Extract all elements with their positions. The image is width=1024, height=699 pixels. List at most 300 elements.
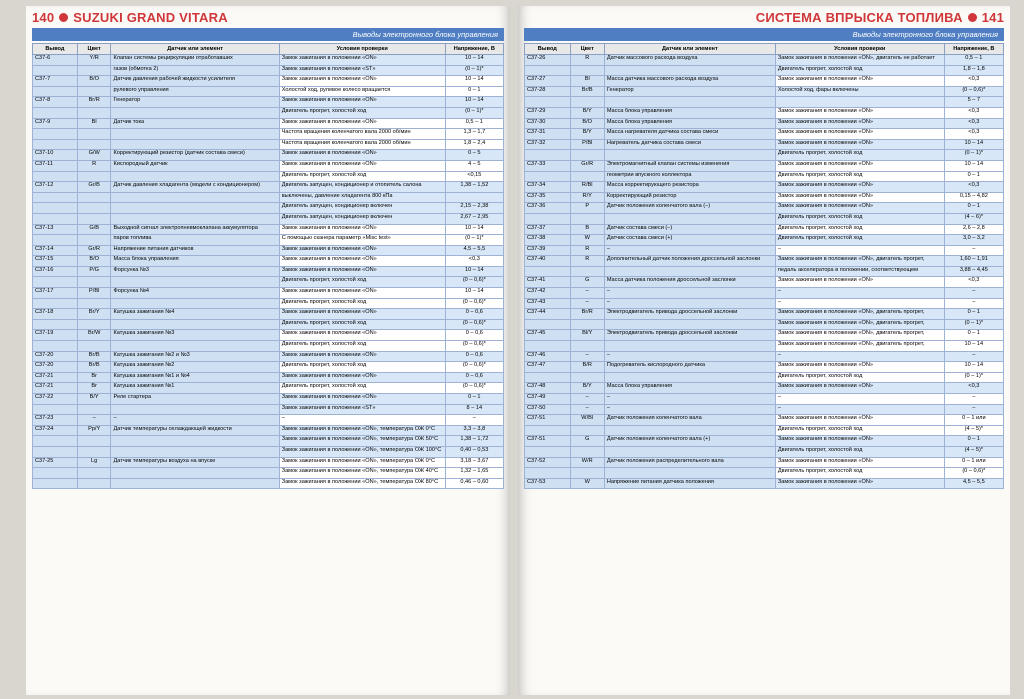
condition-cell: Замок зажигания в положении «ON», температура ОЖ 50°C <box>279 436 445 447</box>
table-row <box>525 160 1004 171</box>
pin-cell: C37-17 <box>33 288 78 299</box>
bullet-icon <box>968 13 977 22</box>
voltage-cell: 0 – 5 <box>445 150 503 161</box>
pin-cell: C37-33 <box>525 160 571 171</box>
pin-cell <box>33 65 78 76</box>
condition-cell: Двигатель запущен, кондиционер включен <box>279 213 445 224</box>
table-row <box>33 107 504 118</box>
pin-cell <box>525 425 571 436</box>
sensor-cell <box>111 298 279 309</box>
pin-cell <box>33 213 78 224</box>
table-row <box>525 76 1004 87</box>
wire-color-cell: – <box>570 288 604 299</box>
voltage-cell: 0 – 0,6 <box>445 372 503 383</box>
wire-color-cell <box>77 129 111 140</box>
sensor-cell: Катушка зажигания №1 и №4 <box>111 372 279 383</box>
sensor-cell: Датчик давления рабочей жидкости усилителя <box>111 76 279 87</box>
sensor-cell: паров топлива <box>111 235 279 246</box>
voltage-cell: 0 – 0,6 <box>445 351 503 362</box>
pin-cell: C37-20 <box>33 351 78 362</box>
voltage-cell: 2,67 – 2,95 <box>445 213 503 224</box>
condition-cell: Замок зажигания в положении «ON» <box>279 76 445 87</box>
left-page <box>26 6 510 695</box>
pin-cell: C37-45 <box>525 330 571 341</box>
condition-cell: Замок зажигания в положении «ON», двигатель прогрет, <box>775 309 944 320</box>
condition-cell: Замок зажигания в положении «ON», температура ОЖ 40°C <box>279 468 445 479</box>
wire-color-cell <box>570 372 604 383</box>
pin-cell <box>33 203 78 214</box>
voltage-cell: 0,5 – 1 <box>445 118 503 129</box>
pin-cell: C37-27 <box>525 76 571 87</box>
table-row <box>525 309 1004 320</box>
pin-cell: C37-31 <box>525 129 571 140</box>
table-row <box>525 298 1004 309</box>
sensor-cell: Электромагнитный клапан системы изменения <box>604 160 775 171</box>
pin-cell: C37-10 <box>33 150 78 161</box>
table-row <box>525 468 1004 479</box>
pin-cell: C37-18 <box>33 309 78 320</box>
wire-color-cell <box>570 150 604 161</box>
condition-cell: – <box>775 288 944 299</box>
wire-color-cell: R <box>570 245 604 256</box>
table-row <box>33 478 504 489</box>
pin-cell <box>33 107 78 118</box>
sensor-cell: рулевого управления <box>111 86 279 97</box>
sensor-cell: Катушка зажигания №2 <box>111 362 279 373</box>
condition-cell: Замок зажигания в положении «ON» <box>775 129 944 140</box>
table-row <box>525 319 1004 330</box>
wire-color-cell: G <box>570 277 604 288</box>
sensor-cell: Кислородный датчик <box>111 160 279 171</box>
wire-color-cell <box>77 446 111 457</box>
table-row <box>33 86 504 97</box>
pin-cell: C37-13 <box>33 224 78 235</box>
table-row <box>33 245 504 256</box>
wire-color-cell: Y/R <box>77 55 111 66</box>
voltage-cell: 10 – 14 <box>445 55 503 66</box>
condition-cell: Замок зажигания в положении «ON», температура ОЖ 80°C <box>279 478 445 489</box>
condition-cell: Двигатель прогрет, холостой ход <box>775 224 944 235</box>
voltage-cell: 10 – 14 <box>445 97 503 108</box>
condition-cell: Замок зажигания в положении «ON», двигатель не работает <box>775 55 944 66</box>
condition-cell: Замок зажигания в положении «ON» <box>279 224 445 235</box>
condition-cell: Замок зажигания в положении «ON» <box>775 415 944 426</box>
wire-color-cell: B/Y <box>570 107 604 118</box>
pin-cell <box>33 446 78 457</box>
wire-color-cell <box>570 65 604 76</box>
pin-cell: C37-20 <box>33 362 78 373</box>
condition-cell: Двигатель прогрет, холостой ход <box>775 372 944 383</box>
wire-color-cell: B/Y <box>570 129 604 140</box>
voltage-cell: – <box>944 404 1003 415</box>
voltage-cell: (4 – 5)* <box>944 425 1003 436</box>
condition-cell: Замок зажигания в положении «ON», температура ОЖ 0°C <box>279 425 445 436</box>
pin-cell: C37-52 <box>525 457 571 468</box>
table-row <box>33 277 504 288</box>
voltage-cell: 1,60 – 1,91 <box>944 256 1003 267</box>
table-row <box>525 341 1004 352</box>
condition-cell: Замок зажигания в положении «ST» <box>279 65 445 76</box>
sensor-cell: Клапан системы рециркуляции отработавших <box>111 55 279 66</box>
pinout-table-left <box>32 43 504 489</box>
right-page <box>518 6 1010 695</box>
sensor-cell <box>111 404 279 415</box>
pin-cell <box>33 319 78 330</box>
wire-color-cell: B/Y <box>570 383 604 394</box>
table-row <box>525 277 1004 288</box>
condition-cell: Двигатель прогрет, холостой ход <box>279 341 445 352</box>
sensor-cell <box>604 319 775 330</box>
voltage-cell: 10 – 14 <box>445 288 503 299</box>
voltage-cell: <0,3 <box>944 107 1003 118</box>
sensor-cell: Реле стартера <box>111 394 279 405</box>
condition-cell: – <box>775 394 944 405</box>
table-row <box>33 415 504 426</box>
condition-cell: Замок зажигания в положении «ON», температура ОЖ 0°C <box>279 457 445 468</box>
pin-cell: C37-44 <box>525 309 571 320</box>
pin-cell: C37-7 <box>33 76 78 87</box>
pin-cell: C37-23 <box>33 415 78 426</box>
condition-cell: – <box>775 245 944 256</box>
sensor-cell: Масса датчика положения дроссельной заслонки <box>604 277 775 288</box>
sensor-cell: – <box>604 404 775 415</box>
sensor-cell: Генератор <box>604 86 775 97</box>
condition-cell: Двигатель прогрет, холостой ход <box>775 65 944 76</box>
table-row <box>525 86 1004 97</box>
table-row <box>33 372 504 383</box>
condition-cell: Замок зажигания в положении «ON» <box>775 478 944 489</box>
pin-cell <box>33 192 78 203</box>
sensor-cell: Датчик давления хладагента (модели с кондиционером) <box>111 182 279 193</box>
pin-cell: C37-16 <box>33 266 78 277</box>
table-row <box>525 457 1004 468</box>
voltage-cell: (0 – 0,6)* <box>944 468 1003 479</box>
condition-cell: Замок зажигания в положении «ON», двигатель прогрет, <box>775 330 944 341</box>
condition-cell: Замок зажигания в положении «ON» <box>775 182 944 193</box>
table-row <box>525 404 1004 415</box>
table-row <box>33 468 504 479</box>
voltage-cell: <0,3 <box>944 118 1003 129</box>
table-row <box>33 266 504 277</box>
voltage-cell: 1,38 – 1,52 <box>445 182 503 193</box>
condition-cell: Двигатель прогрет, холостой ход <box>775 235 944 246</box>
condition-cell: Холостой ход, рулевое колесо вращается <box>279 86 445 97</box>
table-row <box>525 425 1004 436</box>
voltage-cell: (4 – 6)* <box>944 213 1003 224</box>
table-row <box>525 436 1004 447</box>
sensor-cell <box>111 192 279 203</box>
condition-cell: выключены, давление хладагента 800 кПа <box>279 192 445 203</box>
table-row <box>33 404 504 415</box>
voltage-cell: 1,38 – 1,72 <box>445 436 503 447</box>
condition-cell: Замок зажигания в положении «ON» <box>775 383 944 394</box>
pin-cell: C37-39 <box>525 245 571 256</box>
sensor-cell: – <box>604 298 775 309</box>
wire-color-cell: Br <box>77 372 111 383</box>
table-row <box>33 256 504 267</box>
voltage-cell: <0,3 <box>944 129 1003 140</box>
column-header: Цвет <box>570 44 604 55</box>
page-number: 141 <box>981 9 1004 25</box>
pin-cell: C37-47 <box>525 362 571 373</box>
pin-cell: C37-48 <box>525 383 571 394</box>
sensor-cell <box>111 436 279 447</box>
voltage-cell: 0 – 1 <box>944 436 1003 447</box>
pin-cell: C37-19 <box>33 330 78 341</box>
wire-color-cell: Br <box>77 383 111 394</box>
table-row <box>33 224 504 235</box>
sensor-cell: Датчик положения коленчатого вала (–) <box>604 203 775 214</box>
wire-color-cell <box>77 213 111 224</box>
voltage-cell: 10 – 14 <box>445 224 503 235</box>
condition-cell: Двигатель прогрет, холостой ход <box>775 150 944 161</box>
table-row <box>525 351 1004 362</box>
voltage-cell: 3,3 – 3,8 <box>445 425 503 436</box>
book-title: SUZUKI GRAND VITARA <box>73 9 228 25</box>
condition-cell: Замок зажигания в положении «ON» <box>279 150 445 161</box>
sensor-cell <box>604 372 775 383</box>
sensor-cell: Напряжение питания датчика положения <box>604 478 775 489</box>
sensor-cell <box>111 319 279 330</box>
condition-cell: Замок зажигания в положении «ON», двигатель прогрет, <box>775 341 944 352</box>
condition-cell <box>775 97 944 108</box>
wire-color-cell: Gr/R <box>77 245 111 256</box>
voltage-cell: 10 – 14 <box>445 266 503 277</box>
pin-cell: C37-42 <box>525 288 571 299</box>
wire-color-cell: B/O <box>570 118 604 129</box>
wire-color-cell: R <box>77 160 111 171</box>
wire-color-cell: – <box>77 415 111 426</box>
voltage-cell: (4 – 5)* <box>944 446 1003 457</box>
condition-cell: Замок зажигания в положении «ON» <box>279 266 445 277</box>
wire-color-cell <box>77 171 111 182</box>
table-row <box>33 330 504 341</box>
wire-color-cell: R <box>570 55 604 66</box>
condition-cell: Замок зажигания в положении «ON» <box>279 160 445 171</box>
wire-color-cell: G/B <box>77 224 111 235</box>
sensor-cell: Масса блока управления <box>604 383 775 394</box>
table-row <box>525 107 1004 118</box>
wire-color-cell <box>77 404 111 415</box>
sensor-cell <box>604 65 775 76</box>
wire-color-cell: Lg <box>77 457 111 468</box>
wire-color-cell: Bl <box>570 76 604 87</box>
pin-cell: C37-12 <box>33 182 78 193</box>
voltage-cell: 0 – 1 или <box>944 415 1003 426</box>
table-row <box>33 160 504 171</box>
table-row <box>525 55 1004 66</box>
condition-cell: Замок зажигания в положении «ST» <box>279 404 445 415</box>
pin-cell: C37-26 <box>525 55 571 66</box>
wire-color-cell: Bl/Y <box>570 330 604 341</box>
condition-cell: Замок зажигания в положении «ON» <box>279 330 445 341</box>
voltage-cell: (0 – 1)* <box>445 107 503 118</box>
table-row <box>33 182 504 193</box>
right-page-header <box>518 6 1010 28</box>
voltage-cell: (0 – 1)* <box>445 65 503 76</box>
wire-color-cell: P/G <box>77 266 111 277</box>
condition-cell: Замок зажигания в положении «ON» <box>279 394 445 405</box>
condition-cell: педаль акселератора в положении, соответствующем <box>775 266 944 277</box>
column-header: Вывод <box>525 44 571 55</box>
wire-color-cell <box>77 341 111 352</box>
bullet-icon <box>59 13 68 22</box>
condition-cell: Двигатель прогрет, холостой ход <box>775 468 944 479</box>
pin-cell <box>525 319 571 330</box>
condition-cell: Замок зажигания в положении «ON» <box>775 436 944 447</box>
voltage-cell: 10 – 14 <box>944 341 1003 352</box>
voltage-cell: 0 – 1 <box>445 394 503 405</box>
condition-cell: Замок зажигания в положении «ON» <box>279 256 445 267</box>
voltage-cell: (0 – 1)* <box>944 319 1003 330</box>
pin-cell: C37-30 <box>525 118 571 129</box>
wire-color-cell: W/Bl <box>570 415 604 426</box>
condition-cell: Двигатель прогрет, холостой ход <box>279 383 445 394</box>
pin-cell: C37-37 <box>525 224 571 235</box>
wire-color-cell: Br/Y <box>77 309 111 320</box>
pin-cell: C37-35 <box>525 192 571 203</box>
wire-color-cell: – <box>570 394 604 405</box>
condition-cell: С помощью сканера параметр «Misc test» <box>279 235 445 246</box>
wire-color-cell: P/Bl <box>570 139 604 150</box>
condition-cell: Замок зажигания в положении «ON» <box>775 203 944 214</box>
table-row <box>33 446 504 457</box>
section-band: Выводы электронного блока управления <box>32 28 504 41</box>
sensor-cell: Датчик положения коленчатого вала (+) <box>604 436 775 447</box>
table-row <box>33 192 504 203</box>
sensor-cell: Корректирующий резистор <box>604 192 775 203</box>
table-row <box>33 129 504 140</box>
wire-color-cell <box>570 266 604 277</box>
sensor-cell <box>111 171 279 182</box>
pin-cell: C37-25 <box>33 457 78 468</box>
table-row <box>33 288 504 299</box>
table-row <box>33 298 504 309</box>
table-row <box>33 139 504 150</box>
pin-cell <box>33 436 78 447</box>
wire-color-cell <box>77 139 111 150</box>
wire-color-cell <box>570 468 604 479</box>
wire-color-cell: R/Bl <box>570 182 604 193</box>
condition-cell: Двигатель запущен, кондиционер включен <box>279 203 445 214</box>
voltage-cell: 3,0 – 3,2 <box>944 235 1003 246</box>
pin-cell: C37-24 <box>33 425 78 436</box>
wire-color-cell: Gr/R <box>570 160 604 171</box>
pin-cell: C37-36 <box>525 203 571 214</box>
voltage-cell: <0,15 <box>445 171 503 182</box>
sensor-cell: геометрии впускного коллектора <box>604 171 775 182</box>
voltage-cell: – <box>944 394 1003 405</box>
column-header: Цвет <box>77 44 111 55</box>
wire-color-cell <box>77 65 111 76</box>
sensor-cell: – <box>604 394 775 405</box>
sensor-cell <box>604 213 775 224</box>
pin-cell: C37-38 <box>525 235 571 246</box>
sensor-cell: Напряжение питания датчиков <box>111 245 279 256</box>
condition-cell: Замок зажигания в положении «ON» <box>279 372 445 383</box>
table-row <box>525 478 1004 489</box>
voltage-cell: 0 – 0,6 <box>445 330 503 341</box>
pin-cell <box>33 129 78 140</box>
table-row <box>525 139 1004 150</box>
condition-cell: Частота вращения коленчатого вала 2000 об/мин <box>279 139 445 150</box>
voltage-cell: – <box>944 298 1003 309</box>
table-row <box>33 351 504 362</box>
sensor-cell <box>111 203 279 214</box>
wire-color-cell <box>570 213 604 224</box>
voltage-cell: <0,3 <box>944 76 1003 87</box>
voltage-cell: (0 – 0,6)* <box>445 319 503 330</box>
pin-cell <box>525 446 571 457</box>
voltage-cell: <0,3 <box>944 383 1003 394</box>
condition-cell: Замок зажигания в положении «ON» <box>775 457 944 468</box>
table-row <box>525 129 1004 140</box>
voltage-cell: 0,15 – 4,82 <box>944 192 1003 203</box>
table-row <box>33 436 504 447</box>
wire-color-cell <box>570 319 604 330</box>
sensor-cell: Масса корректирующего резистора <box>604 182 775 193</box>
pin-cell <box>525 372 571 383</box>
pin-cell <box>33 86 78 97</box>
table-row <box>33 383 504 394</box>
condition-cell: Замок зажигания в положении «ON» <box>775 107 944 118</box>
pin-cell: C37-51 <box>525 436 571 447</box>
condition-cell: Замок зажигания в положении «ON» <box>775 139 944 150</box>
table-row <box>525 171 1004 182</box>
table-row <box>33 341 504 352</box>
pin-cell: C37-22 <box>33 394 78 405</box>
voltage-cell: 0 – 1 или <box>944 457 1003 468</box>
pin-cell <box>525 171 571 182</box>
condition-cell: Двигатель прогрет, холостой ход <box>279 107 445 118</box>
pin-cell <box>525 150 571 161</box>
condition-cell: Двигатель прогрет, холостой ход <box>279 171 445 182</box>
wire-color-cell <box>570 97 604 108</box>
wire-color-cell: B/R <box>570 362 604 373</box>
wire-color-cell: B/Y <box>77 394 111 405</box>
condition-cell: Замок зажигания в положении «ON» <box>775 160 944 171</box>
wire-color-cell <box>77 86 111 97</box>
wire-color-cell <box>570 341 604 352</box>
wire-color-cell: – <box>570 298 604 309</box>
voltage-cell: (0 – 1)* <box>944 150 1003 161</box>
table-row <box>525 182 1004 193</box>
wire-color-cell <box>77 298 111 309</box>
wire-color-cell <box>77 468 111 479</box>
condition-cell: Двигатель прогрет, холостой ход <box>279 298 445 309</box>
wire-color-cell <box>570 446 604 457</box>
sensor-cell: Нагреватель датчика состава смеси <box>604 139 775 150</box>
sensor-cell <box>111 468 279 479</box>
table-row <box>525 213 1004 224</box>
voltage-cell: 2,6 – 2,8 <box>944 224 1003 235</box>
wire-color-cell: W/R <box>570 457 604 468</box>
pin-cell: C37-29 <box>525 107 571 118</box>
sensor-cell <box>604 468 775 479</box>
pin-cell: C37-46 <box>525 351 571 362</box>
sensor-cell: Дополнительный датчик положения дроссельной заслонки <box>604 256 775 267</box>
sensor-cell: Датчик тока <box>111 118 279 129</box>
voltage-cell: 0 – 1 <box>944 330 1003 341</box>
voltage-cell: (0 – 0,6)* <box>445 383 503 394</box>
condition-cell: – <box>775 351 944 362</box>
wire-color-cell: W <box>570 478 604 489</box>
sensor-cell: Масса блока управления <box>111 256 279 267</box>
sensor-cell: Форсунка №4 <box>111 288 279 299</box>
condition-cell: Холостой ход, фары включены <box>775 86 944 97</box>
condition-cell: Двигатель прогрет, холостой ход <box>775 213 944 224</box>
voltage-cell: (0 – 1)* <box>445 235 503 246</box>
